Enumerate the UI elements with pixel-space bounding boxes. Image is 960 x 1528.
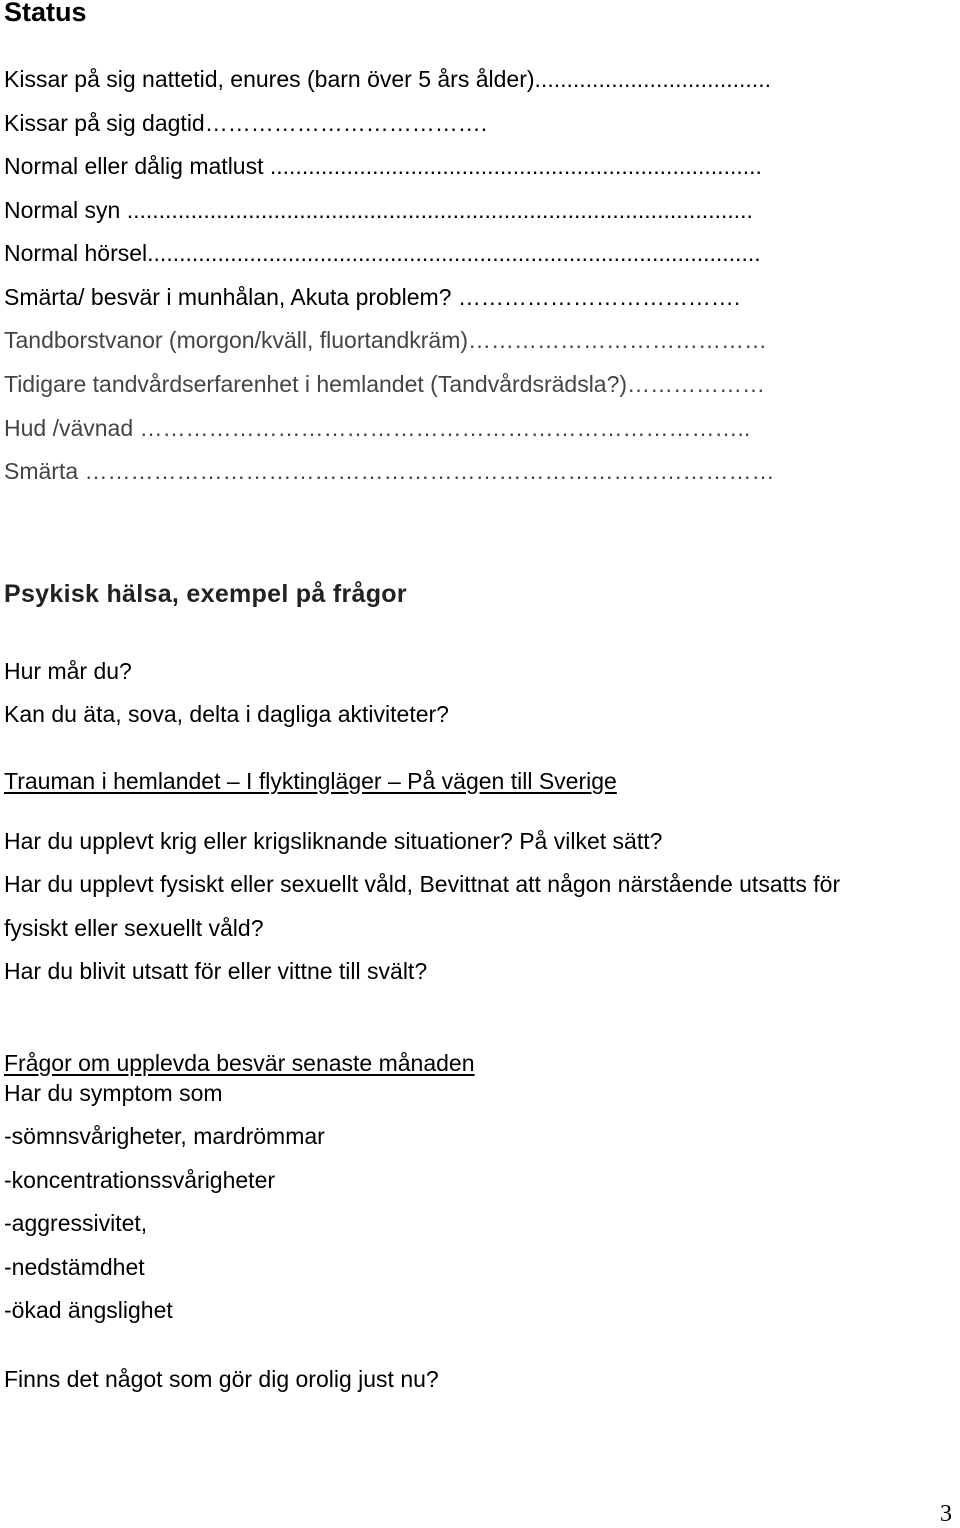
status-item: Normal hörsel................................................................................................ <box>4 240 761 266</box>
symptom-item: -nedstämdhet <box>4 1254 145 1280</box>
trauma-question: Har du upplevt krig eller krigsliknande situationer? På vilket sätt? <box>4 828 663 854</box>
status-item: Kissar på sig dagtid………………………………. <box>4 110 488 136</box>
status-item: Tidigare tandvårdserfarenhet i hemlandet (Tandvårdsrädsla?)……………… <box>4 371 766 397</box>
psych-question: Hur mår du? <box>4 658 132 684</box>
closing-question: Finns det något som gör dig orolig just nu? <box>4 1366 439 1392</box>
page-number: 3 <box>940 1501 952 1527</box>
symptom-item: -sömnsvårigheter, mardrömmar <box>4 1123 325 1149</box>
status-item: Normal syn .................................................................................................. <box>4 197 753 223</box>
status-item: Kissar på sig nattetid, enures (barn över 5 års ålder)..................................... <box>4 66 771 92</box>
trauma-question: Har du upplevt fysiskt eller sexuellt våld, Bevittnat att någon närstående utsatts för <box>4 871 841 897</box>
symptom-item: -koncentrationssvårigheter <box>4 1167 276 1193</box>
status-item: Hud /vävnad …………………………………………………………………….. <box>4 415 751 441</box>
symptoms-intro: Har du symptom som <box>4 1080 223 1106</box>
trauma-question: Har du blivit utsatt för eller vittne till svält? <box>4 958 428 984</box>
status-item: Smärta/ besvär i munhålan, Akuta problem? ………………………………. <box>4 284 741 310</box>
trauma-question-continued: fysiskt eller sexuellt våld? <box>4 915 264 941</box>
status-item: Normal eller dålig matlust ............................................................................. <box>4 153 762 179</box>
symptoms-heading: Frågor om upplevda besvär senaste månaden <box>4 1050 475 1076</box>
status-item: Smärta ……………………………………………………………………………… <box>4 458 775 484</box>
status-item: Tandborstvanor (morgon/kväll, fluortandkräm)………………………………… <box>4 327 768 353</box>
symptom-item: -aggressivitet, <box>4 1210 148 1236</box>
symptom-item: -ökad ängslighet <box>4 1297 173 1323</box>
psych-heading: Psykisk hälsa, exempel på frågor <box>4 580 407 608</box>
status-title: Status <box>4 0 87 27</box>
psych-question: Kan du äta, sova, delta i dagliga aktiviteter? <box>4 701 449 727</box>
trauma-heading: Trauman i hemlandet – I flyktingläger – På vägen till Sverige <box>4 768 617 794</box>
